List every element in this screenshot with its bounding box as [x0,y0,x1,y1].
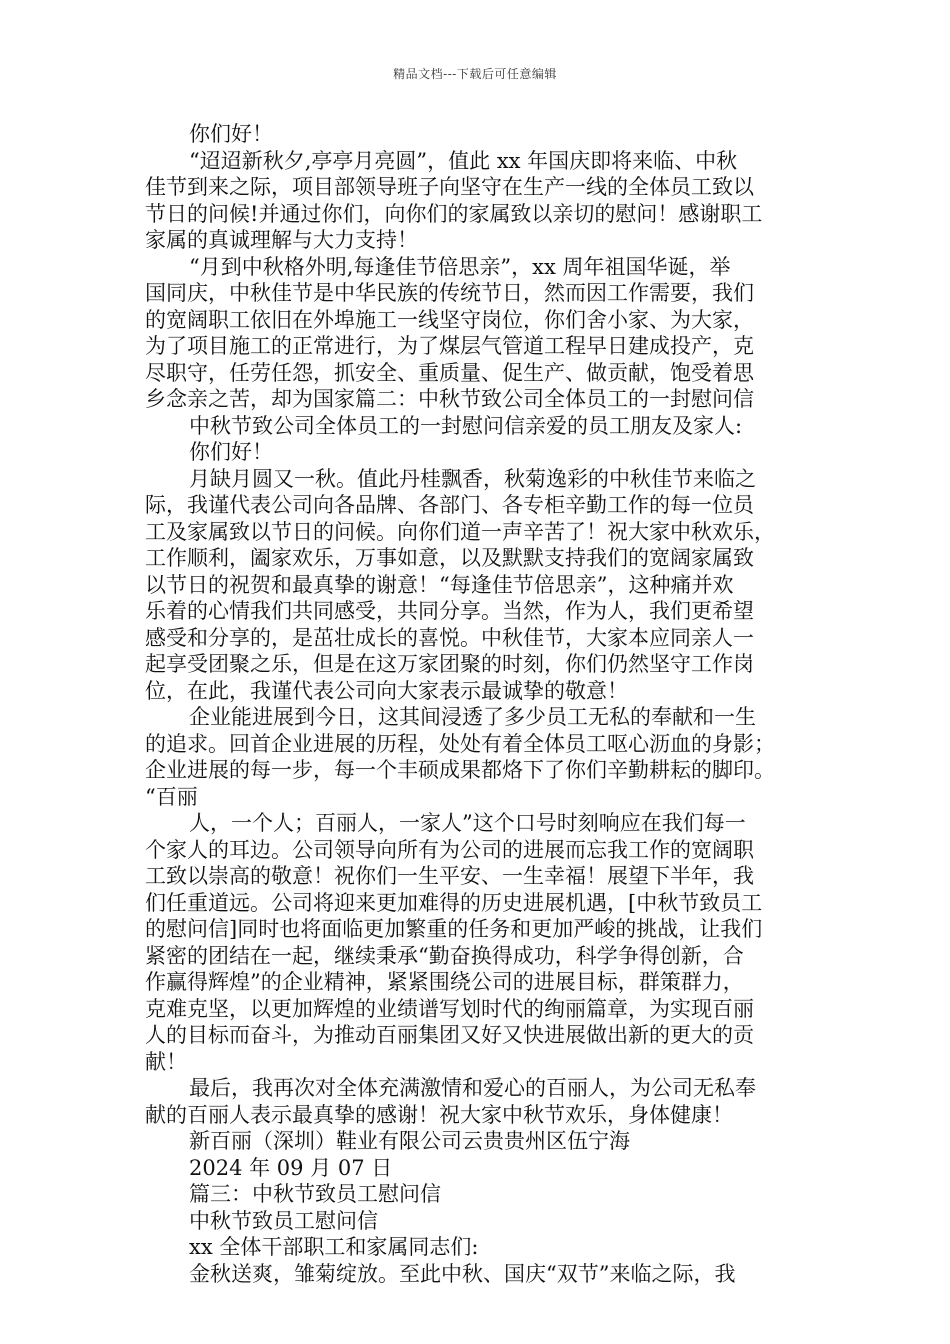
text-line: 节日的问候!并通过你们，向你们的家属致以亲切的慰问！感谢职工 [145,201,763,226]
text-line: 月缺月圆又一秋。值此丹桂飘香，秋菊逸彩的中秋佳节来临之 [189,466,756,491]
text-line: 佳节到来之际，项目部领导班子向坚守在生产一线的全体员工致以 [145,175,754,199]
text-line: 的追求。回首企业进展的历程，处处有着全体员工呕心沥血的身影； [145,731,775,756]
text-line: 个家人的耳边。公司领导向所有为公司的进展而忘我工作的宽阔职 [145,837,754,862]
text-line: 你们好！ [189,122,273,146]
text-line: 乡念亲之苦，却为国家篇二：中秋节致公司全体员工的一封慰问信 [145,387,754,411]
text-line: 中秋节致公司全体员工的一封慰问信亲爱的员工朋友及家人: [189,413,743,438]
text-line: 际，我谨代表公司向各品牌、各部门、各专柜辛勤工作的每一位员 [145,493,754,517]
text-line: 感受和分享的，是茁壮成长的喜悦。中秋佳节，大家本应同亲人一 [145,625,754,650]
text-line: 人，一个人；百丽人，一家人”这个口号时刻响应在我们每一 [189,811,746,835]
text-line: 工作顺利，阖家欢乐，万事如意，以及默默支持我们的宽阔家属致 [145,546,754,570]
text-line: 克难克坚，以更加辉煌的业绩谱写划时代的绚丽篇章，为实现百丽 [145,996,754,1021]
text-line: 篇三：中秋节致员工慰问信 [189,1182,441,1206]
text-line: 人的目标而奋斗，为推动百丽集团又好又快进展做出新的更大的贡 [145,1023,754,1047]
text-line: 乐着的心情我们共同感受，共同分享。当然，作为人，我们更希望 [145,599,754,623]
text-line: 金秋送爽，雏菊绽放。至此中秋、国庆“双节”来临之际，我 [189,1261,736,1286]
text-line: 位，在此，我谨代表公司向大家表示最诚挚的敬意！ [145,678,628,703]
text-line: 的慰问信]同时也将面临更加繁重的任务和更加严峻的挑战，让我们 [145,917,763,941]
text-line: 以节日的祝贺和最真挚的谢意！“每逢佳节倍思亲”，这种痛并欢 [145,572,734,597]
text-line: xx 全体干部职工和家属同志们: [189,1235,479,1259]
text-line: 们任重道远。公司将迎来更加难得的历史进展机遇，[中秋节致员工 [145,890,763,915]
text-line: 尽职守，任劳任怨，抓安全、重质量、促生产、做贡献，饱受着思 [145,360,754,385]
text-line: 作赢得辉煌”的企业精神，紧紧围绕公司的进展目标，群策群力， [145,970,744,994]
text-line: “百丽 [145,784,198,809]
text-line: 的宽阔职工依旧在外埠施工一线坚守岗位，你们舍小家、为大家， [145,307,754,332]
text-line: “迢迢新秋夕,亭亭月亮圆”，值此 xx 年国庆即将来临、中秋 [189,148,738,173]
text-line: 工及家属致以节日的问候。向你们道一声辛苦了！祝大家中秋欢乐， [145,519,775,544]
text-line: 献！ [145,1049,187,1074]
document-body [145,121,813,1287]
text-line: 最后，我再次对全体充满激情和爱心的百丽人，为公司无私奉 [189,1076,756,1100]
text-line: “月到中秋格外明,每逢佳节倍思亲”，xx 周年祖国华诞，举 [189,254,731,279]
page-header: 精品文档---下载后可任意编辑 [393,67,557,81]
text-line: 新百丽（深圳）鞋业有限公司云贵贵州区伍宁海 [189,1129,630,1153]
text-line: 献的百丽人表示最真挚的感谢！祝大家中秋节欢乐，身体健康！ [145,1102,733,1127]
text-line: 家属的真诚理解与大力支持！ [145,228,418,252]
text-line: 2024 年 09 月 07 日 [189,1155,393,1180]
text-line: 工致以崇高的敬意！祝你们一生平安、一生幸福！展望下半年，我 [145,864,754,888]
text-line: 起享受团聚之乐，但是在这万家团聚的时刻，你们仍然坚守工作岗 [145,652,754,676]
text-line: 企业进展的每一步，每一个丰硕成果都烙下了你们辛勤耕耘的脚印。 [145,758,775,782]
text-line: 为了项目施工的正常进行，为了煤层气管道工程早日建成投产，克 [145,334,754,358]
text-line: 企业能进展到今日，这其间浸透了多少员工无私的奉献和一生 [189,705,756,729]
text-line: 紧密的团结在一起，继续秉承“勤奋换得成功，科学争得创新，合 [145,943,744,968]
text-line: 你们好！ [189,440,273,464]
text-line: 中秋节致员工慰问信 [189,1208,378,1233]
text-line: 国同庆，中秋佳节是中华民族的传统节日，然而因工作需要，我们 [145,281,754,305]
